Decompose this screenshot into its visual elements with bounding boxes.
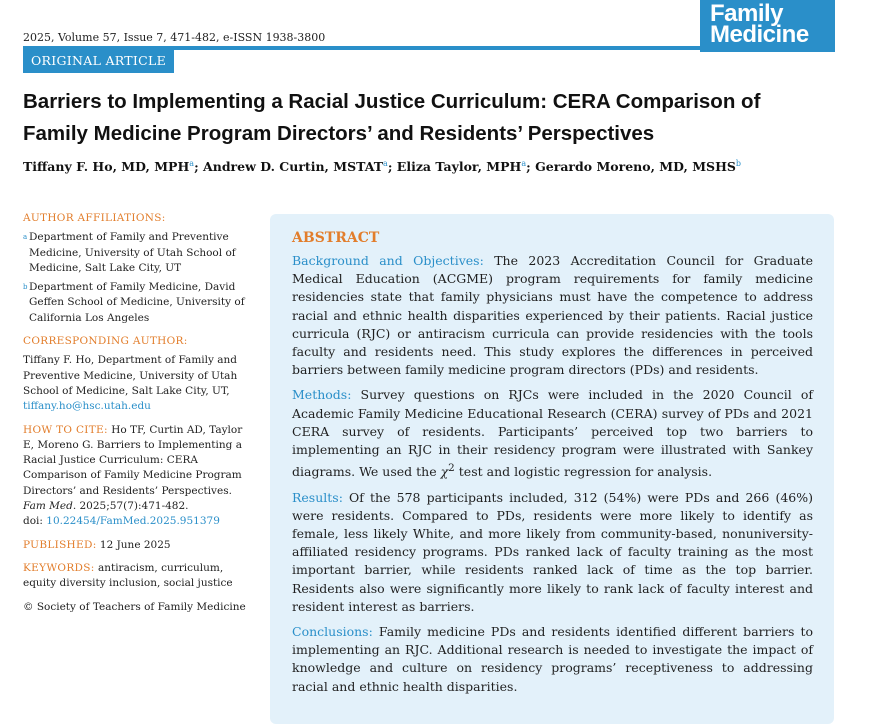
methods-text: Survey questions on RJCs were included in the 2020 Council of Academic Family Medicine Educational Research (CERA) survey of PDs and 2021 CERA survey of residents. Participants’ perceived top two barriers to implementing an RJC in their residency program were illustrated with Sankey diagrams. We used the <box>292 387 813 480</box>
article-type-badge: ORIGINAL ARTICLE <box>23 50 174 73</box>
corresponding-heading: CORRESPONDING AUTHOR: <box>23 335 188 348</box>
keywords-heading: KEYWORDS: <box>23 561 95 574</box>
abstract-panel <box>270 214 834 724</box>
abstract-background <box>292 252 813 379</box>
cite-journal: Fam Med. <box>23 500 77 513</box>
corresponding-block <box>23 353 249 414</box>
corresponding-text: Tiffany F. Ho, Department of Family and Preventive Medicine, University of Utah School of Medicine, Salt Lake City, UT, <box>23 354 238 397</box>
background-label: Background and Objectives: <box>292 253 484 268</box>
chi-superscript: 2 <box>448 462 455 475</box>
cite-text: Ho TF, Curtin AD, Taylor E, Moreno G. Barriers to Implementing a Racial Justice Curriculum: CERA Comparison of Family Medicine Program Directors’ and Residents’ Perspectives. <box>23 423 243 497</box>
author-name[interactable]: Gerardo Moreno, MD, MSHS <box>535 159 736 175</box>
author-name[interactable]: Tiffany F. Ho, MD, MPH <box>23 159 190 175</box>
abstract-methods <box>292 386 813 481</box>
methods-label: Methods: <box>292 387 352 403</box>
author-name[interactable]: Eliza Taylor, MPH <box>396 159 522 175</box>
how-to-cite-block <box>23 423 249 530</box>
cite-heading: HOW TO CITE: <box>23 423 108 436</box>
corresponding-email-link[interactable]: tiffany.ho@hsc.utah.edu <box>23 400 151 413</box>
published-block <box>23 538 249 553</box>
affiliation-mark: a <box>23 233 28 242</box>
published-heading: PUBLISHED: <box>23 538 97 551</box>
affiliation-mark: b <box>23 283 28 292</box>
abstract-heading: ABSTRACT <box>292 230 380 246</box>
conclusions-text: Family medicine PDs and residents identified different barriers to implementing an RJC. Additional research is needed to investigate the impact of knowledge and culture on residency programs’ receptiveness to addressing racial and ethnic health disparities. <box>292 624 813 694</box>
author-affiliation-mark: a <box>521 159 527 168</box>
article-info-sidebar <box>23 211 249 615</box>
abstract-results <box>292 489 813 616</box>
affiliation-text: Department of Family and Preventive Medicine, University of Utah School of Medicine, Salt Lake City, UT <box>29 231 236 274</box>
abstract-conclusions <box>292 623 813 696</box>
chi-symbol: χ <box>440 464 449 480</box>
author-affiliation-mark: b <box>735 159 742 168</box>
affiliations-heading: AUTHOR AFFILIATIONS: <box>23 212 166 224</box>
methods-text-2: test and logistic regression for analysis. <box>458 464 713 480</box>
author-affiliation-mark: a <box>189 159 195 168</box>
affiliation-item <box>23 230 249 276</box>
copyright-notice: © Society of Teachers of Family Medicine <box>23 600 246 613</box>
affiliation-text: Department of Family Medicine, David Geffen School of Medicine, University of California Los Angeles <box>29 281 245 324</box>
doi-link[interactable]: 10.22454/FamMed.2025.951379 <box>46 515 220 528</box>
journal-logo[interactable] <box>700 0 835 52</box>
published-date: 12 June 2025 <box>99 538 171 551</box>
logo-line-2: Medicine <box>710 21 809 48</box>
keywords-text: antiracism, curriculum, equity diversity inclusion, social justice <box>23 561 233 590</box>
keywords-block <box>23 561 249 592</box>
conclusions-label: Conclusions: <box>292 624 373 640</box>
author-list: Tiffany F. Ho, MD, MPH$^a$; Andrew D. Curtin, MSTAT$^a$; Eliza Taylor, MPH$^a$; Gerardo Moreno, MD, MSHS$^b$ <box>23 159 742 175</box>
author-affiliation-mark: a <box>383 159 388 168</box>
logo-line-1: Family <box>710 0 784 27</box>
article-title: Barriers to Implementing a Racial Justice Curriculum: CERA Comparison of Family Medicine Program Directors’ and Residents’ Perspectives <box>23 90 761 145</box>
results-text: Of the 578 participants included, 312 (54%) were PDs and 266 (46%) were residents. Compared to PDs, residents were more likely to identify as female, less likely White, and more likely from community-based, nonuniversity-affiliated residency programs. PDs ranked lack of faculty training as the most important barrier, while residents ranked lack of time as the top barrier. Residents also were significantly more likely to rank lack of faculty interest and resident interest as barriers. <box>292 489 813 614</box>
journal-citation: 2025, Volume 57, Issue 7, 471-482, e-ISSN 1938-3800 <box>23 31 326 44</box>
background-text: The 2023 Accreditation Council for Graduate Medical Education (ACGME) program requirements for family medicine residencies state that family physicians must have the competence to address racial and ethnic health disparities experienced by their patients. Racial justice curricula (RJC) or antiracism curricula can provide residencies with the tools faculty and residents need. This study explores the differences in perceived barriers between family medicine program directors (PDs) and residents. <box>292 253 813 378</box>
author-name[interactable]: Andrew D. Curtin, MSTAT <box>203 159 384 175</box>
doi-label: doi: <box>23 515 43 528</box>
cite-volume: 2025;57(7):471-482. <box>79 500 189 513</box>
affiliation-item <box>23 280 249 326</box>
results-label: Results: <box>292 489 343 505</box>
